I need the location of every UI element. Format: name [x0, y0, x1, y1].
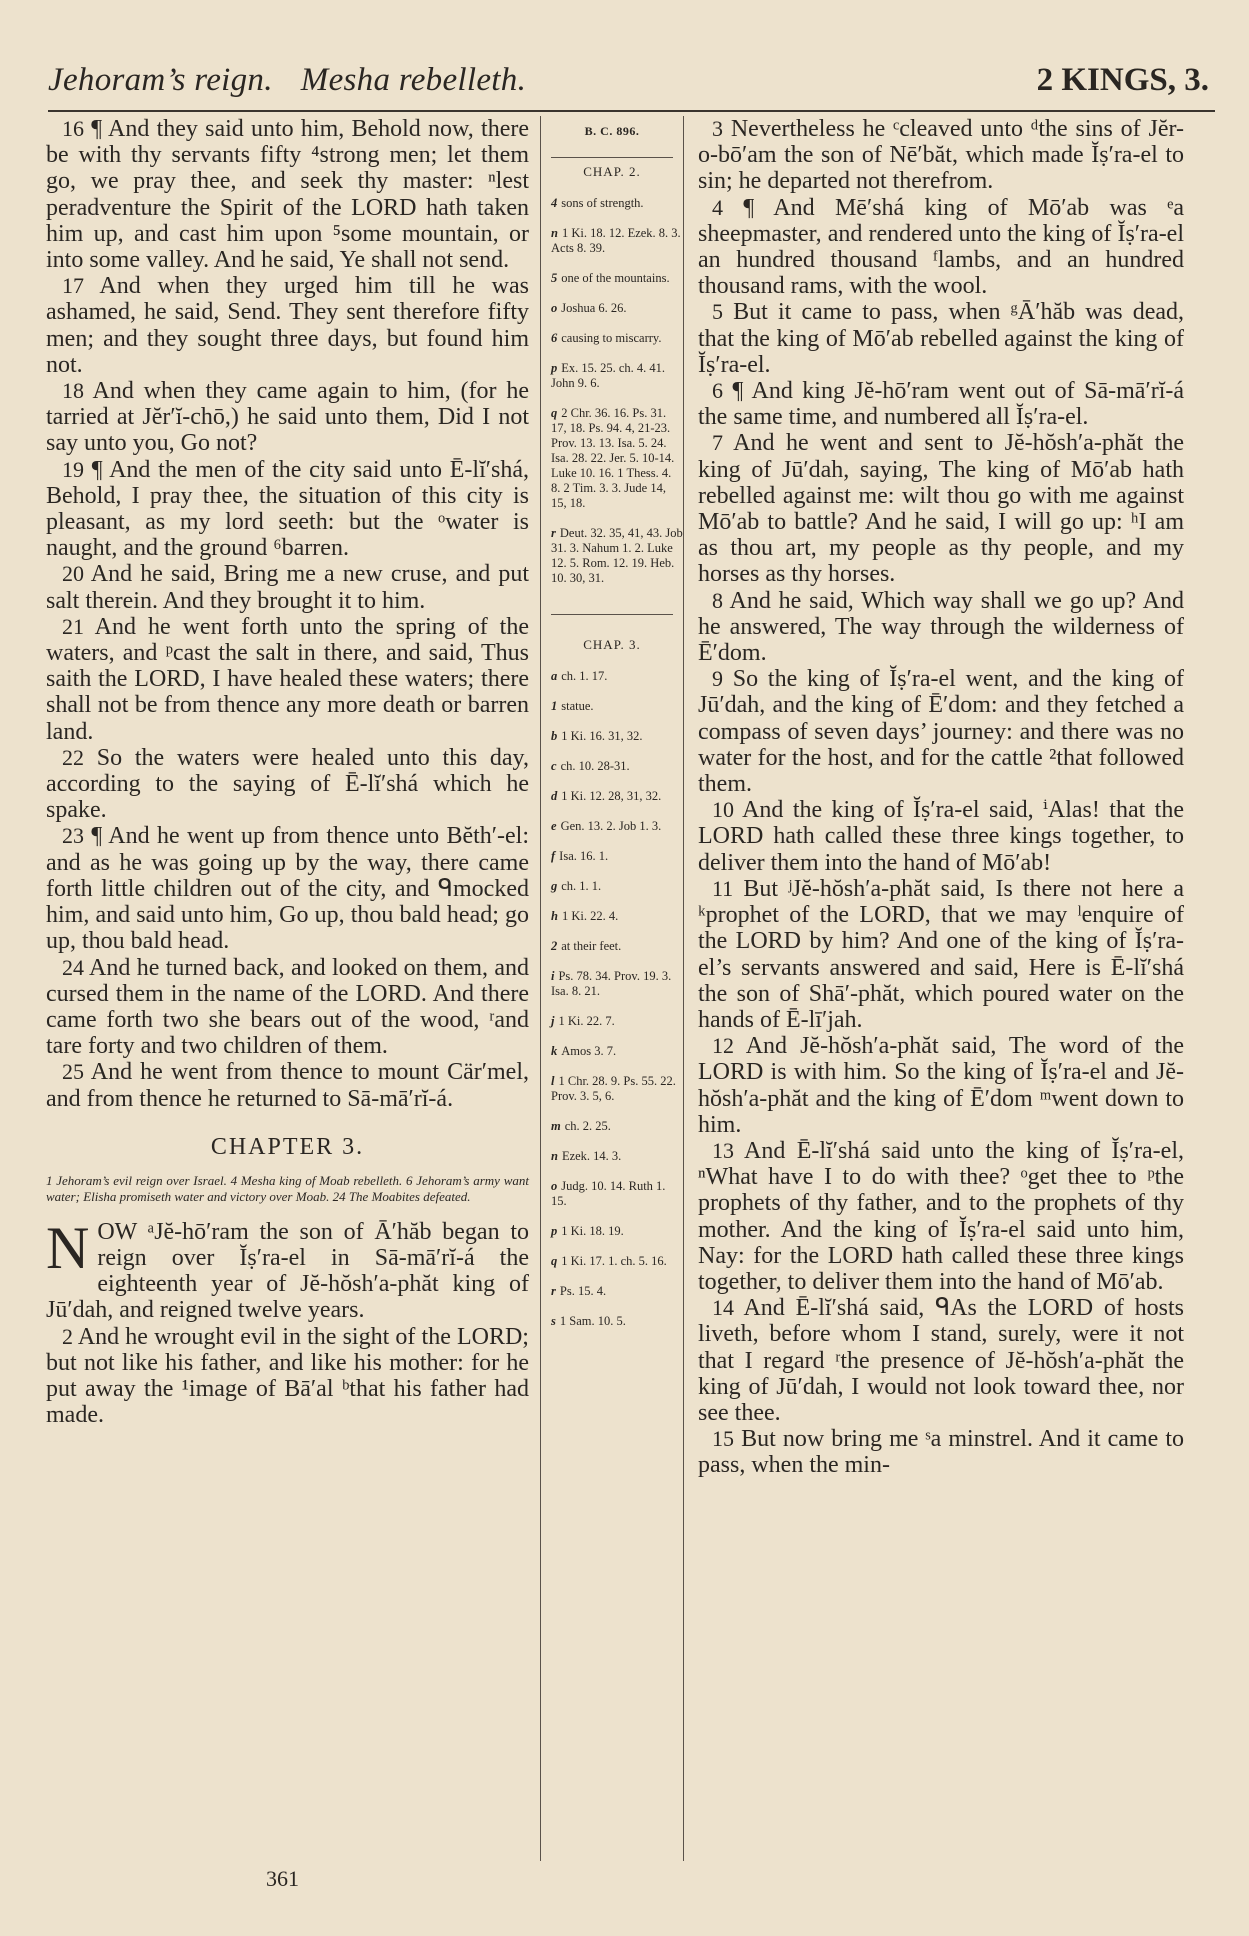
reference-text: Ezek. 14. 3. — [561, 1149, 622, 1163]
verse-number: 17 — [62, 273, 84, 299]
verse — [46, 561, 529, 613]
reference-text: Ex. 15. 25. ch. 4. 41. John 9. 6. — [551, 361, 666, 390]
verse-text: So the king of Ĭṣ′ra-el went, and the king of Jū′dah, and the king of Ē′dom: and they fetched a compass of seven days’ journey: and there was no water for the host, and for the cattle ²that followed them. — [698, 666, 1185, 798]
reference-marker: g — [551, 879, 558, 893]
verse-text: ¶ And Mē′shá king of Mō′ab was ᵉa sheepmaster, and rendered unto the king of Ĭṣ′ra-el an hundred thousand ᶠlambs, and an hundred thousand rams, with the wool. — [698, 194, 1184, 300]
reference-text: 1 Ki. 12. 28, 31, 32. — [561, 789, 662, 803]
verse-number: 14 — [712, 1295, 734, 1321]
verse — [698, 378, 1184, 430]
reference-marker: r — [551, 526, 556, 540]
drop-cap: N — [46, 1214, 90, 1281]
reference-text: 1 Ki. 16. 31, 32. — [561, 729, 643, 743]
verse — [698, 876, 1184, 1033]
verse — [698, 797, 1184, 876]
reference-text: Deut. 32. 35, 41, 43. Job 31. 3. Nahum 1. 2. Luke 12. 5. Rom. 12. 19. Heb. 10. 30, 31. — [551, 526, 683, 585]
verse-number: 20 — [62, 561, 84, 587]
reference-marker: b — [551, 729, 558, 743]
verse — [698, 1138, 1184, 1295]
cross-reference — [551, 1254, 683, 1269]
verse-number: 21 — [62, 613, 84, 639]
reference-text: 1 Ki. 17. 1. ch. 5. 16. — [561, 1254, 667, 1268]
cross-reference — [551, 729, 683, 744]
verse-2-text: And he wrought evil in the sight of the LORD; but not like his father, and like his mother: for he put away the ¹image of Bā′al ᵇthat his father had made. — [46, 1323, 529, 1429]
verse-text: And Jĕ-hŏsh′a-phăt said, The word of the LORD is with him. So the king of Ĭṣ′ra-el and Jĕ-hŏsh′a-phăt and the king of Ē′dom ᵐwent down to him. — [698, 1033, 1184, 1138]
verse-number: 18 — [62, 378, 84, 404]
reference-text: Gen. 13. 2. Job 1. 3. — [560, 819, 662, 833]
verse — [698, 1426, 1184, 1478]
cross-reference — [551, 331, 683, 346]
cross-reference — [551, 526, 683, 586]
verse-text: But ʲJĕ-hŏsh′a-phăt said, Is there not here a ᵏprophet of the LORD, that we may ˡenquire of the LORD by him? And one of the king of Ĭṣ′ra-el’s servants answered and said, Here is Ē-lĭ′shá the son of Shā′-phăt, which poured water on the hands of Ē-lī′jah. — [698, 875, 1185, 1033]
verse-number: 8 — [712, 587, 723, 613]
verse-number: 23 — [62, 823, 84, 849]
cross-reference — [551, 1314, 683, 1329]
reference-marker: 6 — [551, 331, 558, 345]
reference-marker: n — [551, 1149, 558, 1163]
reference-text: 1 Ki. 22. 7. — [558, 1014, 615, 1028]
running-header — [48, 62, 1209, 110]
verse-text: But now bring me ˢa minstrel. And it came to pass, when the min- — [698, 1426, 1185, 1479]
chapter-summary: 1 Jehoram’s evil reign over Israel. 4 Mesha king of Moab rebelleth. 6 Jehoram’s army want water; Elisha promiseth water and victory over Moab. 24 The Moabites defeated. — [46, 1172, 529, 1204]
verse-text: And he said, Bring me a new cruse, and put salt therein. And they brought it to him. — [46, 561, 529, 614]
verse-text: ¶ And king Jĕ-hō′ram went out of Sā-mā′rĭ-á the same time, and numbered all Ĭṣ′ra-el. — [698, 378, 1184, 431]
verse-number: 7 — [712, 430, 723, 456]
left-text-column — [46, 116, 529, 1428]
verse — [46, 614, 529, 745]
verse-number: 4 — [712, 194, 723, 220]
reference-marker: j — [551, 1014, 555, 1028]
reference-marker: n — [551, 226, 558, 240]
reference-marker: a — [551, 669, 558, 683]
header-rule — [48, 110, 1215, 112]
header-topics — [48, 62, 526, 99]
reference-marker: 2 — [551, 939, 558, 953]
verse-number: 15 — [712, 1426, 734, 1452]
cross-reference — [551, 669, 683, 684]
reference-text: ch. 1. 1. — [561, 879, 602, 893]
verse-number: 12 — [712, 1033, 734, 1059]
cross-reference — [551, 1074, 683, 1104]
cross-reference — [551, 196, 683, 211]
verse-number: 19 — [62, 456, 84, 482]
reference-marker: e — [551, 819, 557, 833]
verse-text: And he went from thence to mount Cär′mel, and from thence he returned to Sā-mā′rĭ-á. — [46, 1059, 529, 1112]
reference-marker: f — [551, 849, 556, 863]
verse-text: And he went and sent to Jĕ-hŏsh′a-phăt the king of Jū′dah, saying, The king of Mō′ab hath rebelled against me: wilt thou go with me against Mō′ab to battle? And he said, I will go up: ʰI am as thou art, my people as thy people, and my horses as thy horses. — [698, 430, 1184, 588]
cross-reference — [551, 301, 683, 316]
reference-text: at their feet. — [561, 939, 622, 953]
verse — [46, 823, 529, 954]
verse — [46, 457, 529, 562]
refs-chapter-3-label: CHAP. 3. — [583, 637, 641, 652]
reference-text: Ps. 78. 34. Prov. 19. 3. Isa. 8. 21. — [551, 969, 672, 998]
reference-marker: d — [551, 789, 558, 803]
cross-reference — [551, 1179, 683, 1209]
reference-text: 2 Chr. 36. 16. Ps. 31. 17, 18. Ps. 94. 4, 21-23. Prov. 13. 13. Isa. 5. 24. Isa. 28. 22. Jer. 5. 10-14. Luke 10. 16. 1 Thess. 4. 8. 2 Tim. 3. 3. Jude 14, 15, 18. — [551, 406, 675, 510]
verse-text: ¶ And the men of the city said unto Ē-lĭ′shá, Behold, I pray thee, the situation of this city is pleasant, as my lord seeth: but the ᵒwater is naught, and the ground ⁶barren. — [46, 456, 529, 562]
verse-number: 25 — [62, 1059, 84, 1085]
header-topic-a: Jehoram’s reign. — [48, 62, 273, 98]
cross-reference — [551, 699, 683, 714]
reference-marker: o — [551, 1179, 558, 1193]
reference-text: 1 Ki. 18. 12. Ezek. 8. 3. Acts 8. 39. — [551, 226, 681, 255]
cross-reference — [551, 271, 683, 286]
cross-reference — [551, 1149, 683, 1164]
reference-text: 1 Ki. 22. 4. — [561, 909, 619, 923]
chapter-heading: CHAPTER 3. — [210, 1133, 365, 1160]
verse — [698, 299, 1184, 378]
cross-reference — [551, 939, 683, 954]
reference-marker: p — [551, 1224, 558, 1238]
reference-text: causing to miscarry. — [561, 331, 662, 345]
refs-chapter-3 — [541, 669, 683, 1329]
reference-text: Ps. 15. 4. — [559, 1284, 607, 1298]
cross-reference — [551, 789, 683, 804]
verse-text: But it came to pass, when ᵍĀ′hăb was dead, that the king of Mō′ab rebelled against the king of Ĭṣ′ra-el. — [698, 299, 1185, 378]
verse — [46, 378, 529, 457]
verse-number: 2 — [62, 1323, 73, 1349]
reference-marker: i — [551, 969, 555, 983]
verse — [698, 1295, 1184, 1426]
verse-number: 13 — [712, 1137, 734, 1163]
reference-marker: l — [551, 1074, 555, 1088]
verse-text: And when they urged him till he was ashamed, he said, Send. They sent therefore fifty men; and they sought three days, but found him not. — [46, 273, 529, 378]
header-topic-b: Mesha rebelleth. — [300, 62, 527, 98]
verse-number: 11 — [712, 875, 734, 901]
cross-reference — [551, 759, 683, 774]
verse — [698, 588, 1184, 667]
verse — [698, 430, 1184, 587]
verse — [46, 1059, 529, 1111]
verse-number: 9 — [712, 666, 723, 692]
reference-marker: r — [551, 1284, 556, 1298]
reference-marker: q — [551, 406, 558, 420]
verse-number: 5 — [712, 299, 723, 325]
chapter-3-verse-1 — [46, 1214, 529, 1324]
verse-number: 10 — [712, 797, 734, 823]
verse-text: So the waters were healed unto this day, according to the saying of Ē-lĭ′shá which he spake. — [46, 744, 529, 824]
chapter-3-verse-2 — [46, 1324, 529, 1429]
reference-text: Isa. 16. 1. — [559, 849, 609, 863]
cross-reference — [551, 819, 683, 834]
reference-text: Joshua 6. 26. — [561, 301, 627, 315]
verse — [46, 955, 529, 1060]
reference-marker: h — [551, 909, 558, 923]
reference-text: 1 Ki. 18. 19. — [561, 1224, 624, 1238]
reference-marker: 1 — [551, 699, 558, 713]
page-number: 361 — [266, 1866, 299, 1891]
mid-rule-2 — [551, 614, 673, 615]
verse-text: ¶ And he went up from thence unto Bĕth′-el: and as he was going up by the way, there came forth little children out of the city, and ᑫmocked him, and said unto him, Go up, thou bald head; go up, thou bald head. — [46, 823, 529, 955]
reference-marker: 4 — [551, 196, 558, 210]
reference-text: ch. 10. 28-31. — [560, 759, 630, 773]
reference-marker: p — [551, 361, 558, 375]
refs-chapter-2-label: CHAP. 2. — [583, 164, 641, 179]
verse-text: And the king of Ĭṣ′ra-el said, ⁱAlas! that the LORD hath called these three kings together, to deliver them into the hand of Mō′ab! — [698, 797, 1184, 876]
cross-reference — [551, 849, 683, 864]
reference-marker: 5 — [551, 271, 558, 285]
cross-reference — [551, 226, 683, 256]
verse-text: And Ē-lĭ′shá said unto the king of Ĭṣ′ra-el, ⁿWhat have I to do with thee? ᵒget thee to ᵖthe prophets of thy father, and to the prophets of thy mother. And the king of Ĭṣ′ra-el said unto him, Nay: for the LORD hath called these three kings together, to deliver them into the hand of Mō′ab. — [698, 1137, 1184, 1295]
verse-number: 3 — [712, 116, 723, 141]
right-text-column — [698, 116, 1184, 1479]
reference-marker: c — [551, 759, 557, 773]
cross-reference — [551, 1284, 683, 1299]
reference-marker: k — [551, 1044, 558, 1058]
verse-text: And he went forth unto the spring of the waters, and ᵖcast the salt in there, and said, Thus saith the LORD, I have healed these waters; there shall not be from thence any more death or barren land. — [46, 613, 529, 745]
reference-marker: m — [551, 1119, 561, 1133]
verse — [698, 666, 1184, 797]
reference-text: 1 Sam. 10. 5. — [559, 1314, 626, 1328]
verse-text: And Ē-lĭ′shá said, ᑫAs the LORD of hosts liveth, before whom I stand, surely, were it not that I regard ʳthe presence of Jĕ-hŏsh′a-phăt the king of Jū′dah, I would not look toward thee, nor see thee. — [698, 1295, 1184, 1426]
chapter-3-verses — [698, 116, 1184, 1479]
verse-text: And when they came again to him, (for he tarried at Jĕr′ĭ-chō,) he said unto them, Did I not say unto you, Go not? — [46, 378, 529, 457]
cross-reference — [551, 1119, 683, 1134]
header-book-chapter: 2 KINGS, 3. — [1036, 62, 1209, 98]
verse — [698, 195, 1184, 300]
cross-reference — [551, 909, 683, 924]
verse-number: 16 — [62, 116, 84, 141]
verse-text: And he turned back, and looked on them, and cursed them in the name of the LORD. And there came forth two she bears out of the wood, ʳand tare forty and two children of them. — [46, 954, 529, 1060]
cross-reference — [551, 969, 683, 999]
reference-marker: o — [551, 301, 558, 315]
mid-rule-1 — [551, 157, 673, 158]
cross-reference — [551, 1044, 683, 1059]
reference-marker: s — [551, 1314, 556, 1328]
reference-text: sons of strength. — [561, 196, 644, 210]
verse — [46, 745, 529, 824]
chapter-2-verses — [46, 116, 529, 1112]
reference-text: 1 Chr. 28. 9. Ps. 55. 22. Prov. 3. 5, 6. — [551, 1074, 676, 1103]
cross-reference — [551, 879, 683, 894]
verse-number: 24 — [62, 954, 84, 980]
reference-text: ch. 1. 17. — [561, 669, 608, 683]
year-marker: B. C. 896. — [584, 124, 640, 138]
verse — [46, 116, 529, 273]
verse-number: 6 — [712, 378, 723, 404]
cross-reference — [551, 361, 683, 391]
verse — [698, 1033, 1184, 1138]
reference-text: Amos 3. 7. — [561, 1044, 617, 1058]
cross-reference-column — [540, 116, 684, 1861]
cross-reference — [551, 406, 683, 511]
cross-reference — [551, 1224, 683, 1239]
verse — [698, 116, 1184, 195]
reference-text: one of the mountains. — [561, 271, 670, 285]
reference-text: Judg. 10. 14. Ruth 1. 15. — [551, 1179, 666, 1208]
reference-marker: q — [551, 1254, 558, 1268]
reference-text: statue. — [561, 699, 594, 713]
verse-text: And he said, Which way shall we go up? And he answered, The way through the wilderness of Ē′dom. — [698, 587, 1184, 667]
verse-number: 22 — [62, 744, 84, 770]
cross-reference — [551, 1014, 683, 1029]
verse-text: ¶ And they said unto him, Behold now, there be with thy servants fifty ⁴strong men; let them go, we pray thee, and seek thy master: ⁿlest peradventure the Spirit of the LORD hath taken him up, and cast him upon ⁵some mountain, or into some valley. And he said, Ye shall not send. — [46, 116, 530, 274]
verse — [46, 273, 529, 378]
refs-chapter-2 — [541, 196, 683, 586]
reference-text: ch. 2. 25. — [564, 1119, 611, 1133]
verse-text: Nevertheless he ᶜcleaved unto ᵈthe sins of Jĕr-o-bō′am the son of Nē′băt, which made Ĭṣ′ra-el to sin; he departed not therefrom. — [698, 116, 1185, 195]
verse-1-text: OW ᵃJĕ-hō′ram the son of Ā′hăb began to reign over Ĭṣ′ra-el in Sā-mā′rĭ-á the eighteenth year of Jĕ-hŏsh′a-phăt king of Jū′dah, and reigned twelve years. — [46, 1218, 529, 1324]
